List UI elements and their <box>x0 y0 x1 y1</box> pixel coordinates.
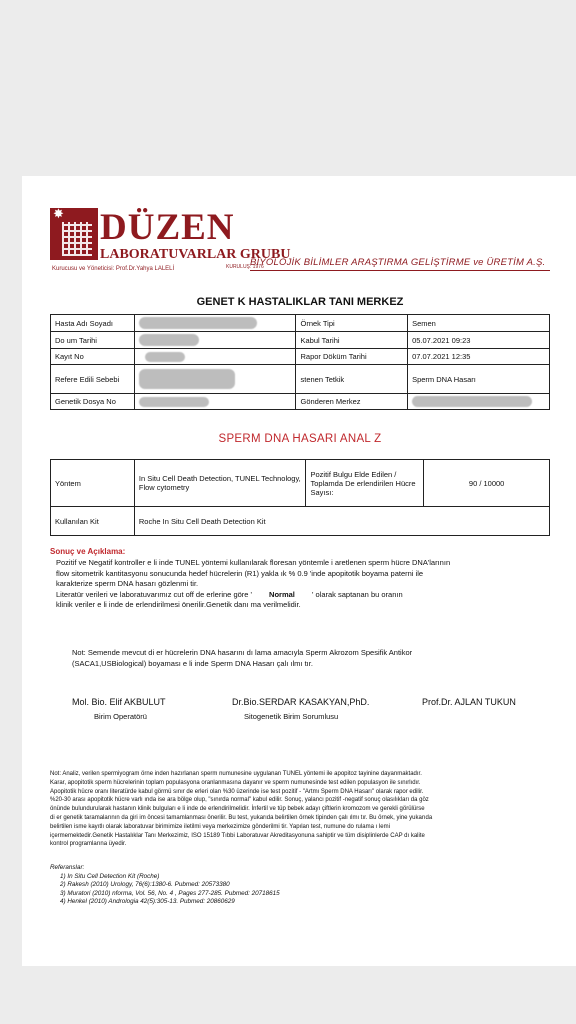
note-line: Not: Semende mevcut di er hücrelerin DNA hasarını dı lama amacıyla Sperm Akrozom Spesifik Antikor <box>72 648 413 657</box>
company-name: DÜZEN <box>100 207 235 248</box>
table-row <box>51 332 550 349</box>
accept-date-value: 05.07.2021 09:23 <box>408 332 550 349</box>
table-row <box>51 315 550 332</box>
reference-item: 1) In Situ Cell Detection Kit (Roche) <box>60 872 160 880</box>
requested-test-value: Sperm DNA Hasarı <box>408 365 550 394</box>
sending-center-label: Gönderen Merkez <box>296 394 408 410</box>
conclusion-line: Pozitif ve Negatif kontroller e li inde TUNEL yöntemi kullanılarak floresan yöntemle i aretlenen sperm hücre DNA'larının <box>56 558 451 567</box>
footnote-line: Karar, apopitotik sperm hücrelerinin toplam populasyona oranlanmasına dayanır ve sperm numunesinde test edilen populasyon ile sınırlıdır. <box>50 779 421 786</box>
signature-name-1: Mol. Bio. Elif AKBULUT <box>72 697 166 707</box>
redacted-block <box>139 397 209 407</box>
references-heading: Referanslar: <box>50 864 85 871</box>
signature-role-2: Sitogenetik Birim Sorumlusu <box>244 712 339 721</box>
conclusion-heading: Sonuç ve Açıklama: <box>50 547 126 556</box>
table-row <box>51 365 550 394</box>
footnote-line: %20-30 arası apopitotik hücre varlı ında ise ara bölge olup, "sınırda normal" kabul edilir. Sonuç, yalancı pozitif -negatif sonuç olasılıkları da göz <box>50 797 429 804</box>
logo-building-grid <box>62 222 92 256</box>
redacted-block <box>139 334 199 346</box>
kit-label: Kullanılan Kit <box>51 507 135 536</box>
result-status: Normal <box>269 589 295 599</box>
footnote-line: önünde bulundurularak hastanın klinik bulguları e li inde de erlendirilmelidir. İnfertil ve tüp bebek adayı çiftlerin kromozom ve gerekli görülürse <box>50 806 425 813</box>
signature-name-3: Prof.Dr. AJLAN TUKUN <box>422 697 516 707</box>
footnote-line: kontrol programlarına üyedir. <box>50 841 127 848</box>
report-date-label: Rapor Döküm Tarihi <box>296 349 408 365</box>
company-founded: KURULUŞ: 1976 <box>226 264 264 270</box>
conclusion-line: klinik veriler e li inde de erlendirilmesi önerilir.Genetik danı ma verilmelidir. <box>56 600 301 609</box>
birth-date-value <box>134 332 296 349</box>
record-no-value <box>134 349 296 365</box>
sending-center-value <box>408 394 550 410</box>
method-value: In Situ Cell Death Detection, TUNEL Technology, Flow cytometry <box>134 460 306 507</box>
kit-value: Roche In Situ Cell Death Detection Kit <box>134 507 549 536</box>
redacted-block <box>139 317 257 329</box>
header-divider <box>250 270 550 271</box>
table-row <box>51 394 550 410</box>
footnote-line: di er genetik taramalarının da giri im öncesi tamamlanması önerilir. Bu test, yukarıda belirtilen örnek tipinden çalı ılmı tır. Bu örnek, yine yukarıda <box>50 814 433 821</box>
table-row <box>51 507 550 536</box>
reference-item: 4) Henkel (2010) Andrologia 42(5):305-13. Pubmed: 20860629 <box>60 898 235 906</box>
conclusion-line: karakterize sperm DNA hasarı gözlenmi tir. <box>56 579 199 588</box>
reference-item: 3) Muratori (2010) nforma, Vol. 56, No. 4 , Pages 277-285. Pubmed: 20718615 <box>60 889 280 897</box>
references <box>50 864 550 907</box>
birth-date-label: Do um Tarihi <box>51 332 135 349</box>
note-line: (SACA1,USBiological) boyaması e li inde Sperm DNA Hasarı çalı ılmı tır. <box>72 658 313 668</box>
conclusion-line: Literatür verileri ve laboratuvarımız cut off de erlerine göre ' Normal ' olarak saptanan bu oranın <box>56 589 403 599</box>
footnote-line: içermemektedir.Genetik Hastalıklar Tanı Merkezimiz, ISO 15189 Tıbbi Laboratuvar Akreditasyonuna sahiptir ve tüm disiplinlerde CAP dı kalite <box>50 832 425 839</box>
company-owner: Kurucusu ve Yöneticisi: Prof.Dr.Yahya LALELİ <box>52 266 175 272</box>
footnote-line: Not: Analiz, verilen spermiyogram örne inden hazırlanan sperm numunesine uygulanan TUNEL yöntemi ile apopitoz tayinine dayanmaktadır. <box>50 771 422 777</box>
patient-info-table <box>50 314 550 410</box>
center-title: GENET K HASTALIKLAR TANI MERKEZ <box>196 296 404 308</box>
sample-type-value: Semen <box>408 315 550 332</box>
report-date-value: 07.07.2021 12:35 <box>408 349 550 365</box>
conclusion-text <box>56 558 550 611</box>
signature-role-1: Birim Operatörü <box>94 712 147 721</box>
analysis-table <box>50 459 550 536</box>
footnote-line: belirtilen isme kayıtlı olarak laboratuvar birimimize iletilmi veya merkezimize gönderilmi tir. Yapılan test, numune do rulama ı lemi <box>50 823 390 830</box>
table-row <box>51 460 550 507</box>
footnote-text <box>50 770 552 849</box>
logo-star-icon: ✸ <box>53 206 64 221</box>
signature-name-2: Dr.Bio.SERDAR KASAKYAN,PhD. <box>232 697 370 707</box>
genetic-file-label: Genetik Dosya No <box>51 394 135 410</box>
accept-date-label: Kabul Tarihi <box>296 332 408 349</box>
sample-type-label: Örnek Tipi <box>296 315 408 332</box>
redacted-block <box>145 352 185 362</box>
method-label: Yöntem <box>51 460 135 507</box>
footnote-line: Apopitotik hücre oranı literatürde kabul görmü sınır de erleri olan %30 üzerinde ise test pozitif - "Artmı Sperm DNA Hasarı" olarak rapor edilir. <box>50 788 424 795</box>
referral-reason-value <box>134 365 296 394</box>
record-no-label: Kayıt No <box>51 349 135 365</box>
table-row <box>51 349 550 365</box>
result-value: 90 / 10000 <box>424 460 550 507</box>
company-tagline: BİYOLOJİK BİLİMLER ARAŞTIRMA GELİŞTİRME ve ÜRETİM A.Ş. <box>250 257 546 268</box>
analysis-title: SPERM DNA HASARI ANAL Z <box>218 433 382 445</box>
result-label: Pozitif Bulgu Elde Edilen / Toplamda De erlendirilen Hücre Sayısı: <box>306 460 424 507</box>
referral-reason-label: Refere Edili Sebebi <box>51 365 135 394</box>
patient-name-value <box>134 315 296 332</box>
requested-test-label: stenen Tetkik <box>296 365 408 394</box>
reference-item: 2) Rakesh (2010) Urology, 76(6):1380-6. Pubmed: 20573380 <box>60 881 230 889</box>
redacted-block <box>412 396 532 407</box>
note-text <box>72 648 552 669</box>
genetic-file-value <box>134 394 296 410</box>
patient-name-label: Hasta Adı Soyadı <box>51 315 135 332</box>
redacted-block <box>139 369 235 389</box>
company-subtitle: LABORATUVARLAR GRUBU <box>100 247 291 262</box>
conclusion-line: flow sitometrik kantitasyonu sonucunda hedef hücrelerin (R1) yakla ık % 0.9 'inde apopitotik boyama paterni ile <box>56 568 424 578</box>
